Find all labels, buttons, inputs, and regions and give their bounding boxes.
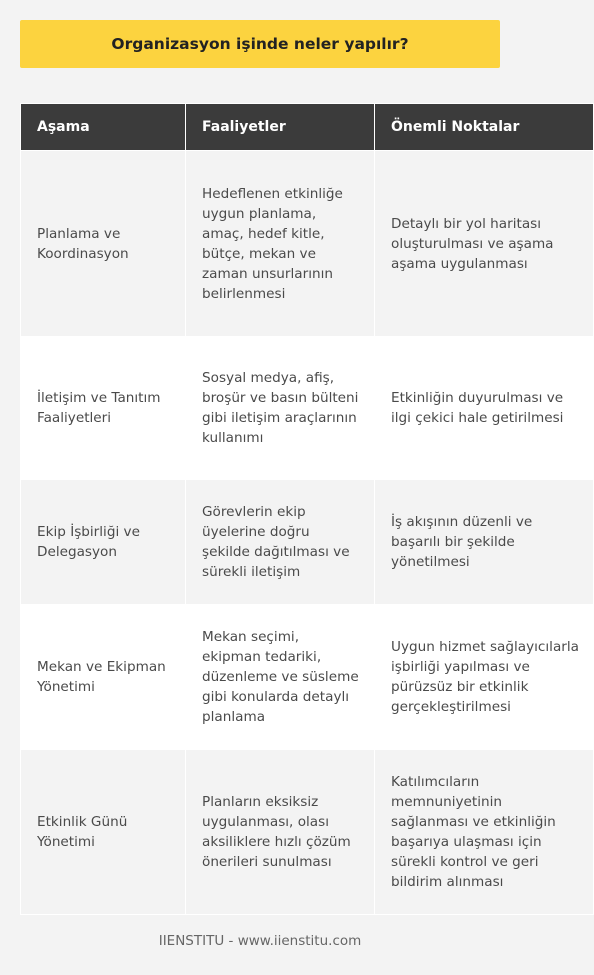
page-title: Organizasyon işinde neler yapılır? [111, 35, 409, 53]
header-notes: Önemli Noktalar [375, 104, 594, 151]
cell-activities: Hedeflenen etkinliğe uygun planlama, amaç, hedef kitle, bütçe, mekan ve zaman unsurlarının belirlenmesi [186, 151, 375, 337]
table-header-row [21, 104, 594, 151]
cell-stage: Etkinlik Günü Yönetimi [21, 750, 186, 915]
footer-text: IIENSTITU - www.iienstitu.com [158, 933, 362, 949]
header-stage: Aşama [21, 104, 186, 151]
activities-table [20, 103, 594, 915]
table-row [21, 337, 594, 480]
cell-notes: Detaylı bir yol haritası oluşturulması ve aşama aşama uygulanması [375, 151, 594, 337]
cell-notes: Etkinliğin duyurulması ve ilgi çekici hale getirilmesi [375, 337, 594, 480]
cell-stage: İletişim ve Tanıtım Faaliyetleri [21, 337, 186, 480]
table-row [21, 605, 594, 750]
cell-activities: Sosyal medya, afiş, broşür ve basın bülteni gibi iletişim araçlarının kullanımı [186, 337, 375, 480]
cell-activities: Mekan seçimi, ekipman tedariki, düzenleme ve süsleme gibi konularda detaylı planlama [186, 605, 375, 750]
table-row [21, 480, 594, 605]
table-row [21, 151, 594, 337]
cell-notes: Uygun hizmet sağlayıcılarla işbirliği yapılması ve pürüzsüz bir etkinlik gerçekleştirilmesi [375, 605, 594, 750]
table-row [21, 750, 594, 915]
cell-notes: Katılımcıların memnuniyetinin sağlanması ve etkinliğin başarıya ulaşması için sürekli kontrol ve geri bildirim alınması [375, 750, 594, 915]
header-activities: Faaliyetler [186, 104, 375, 151]
cell-stage: Ekip İşbirliği ve Delegasyon [21, 480, 186, 605]
cell-activities: Görevlerin ekip üyelerine doğru şekilde dağıtılması ve sürekli iletişim [186, 480, 375, 605]
page-title-banner [20, 20, 500, 68]
cell-stage: Planlama ve Koordinasyon [21, 151, 186, 337]
cell-stage: Mekan ve Ekipman Yönetimi [21, 605, 186, 750]
cell-activities: Planların eksiksiz uygulanması, olası aksiliklere hızlı çözüm önerileri sunulması [186, 750, 375, 915]
cell-notes: İş akışının düzenli ve başarılı bir şekilde yönetilmesi [375, 480, 594, 605]
